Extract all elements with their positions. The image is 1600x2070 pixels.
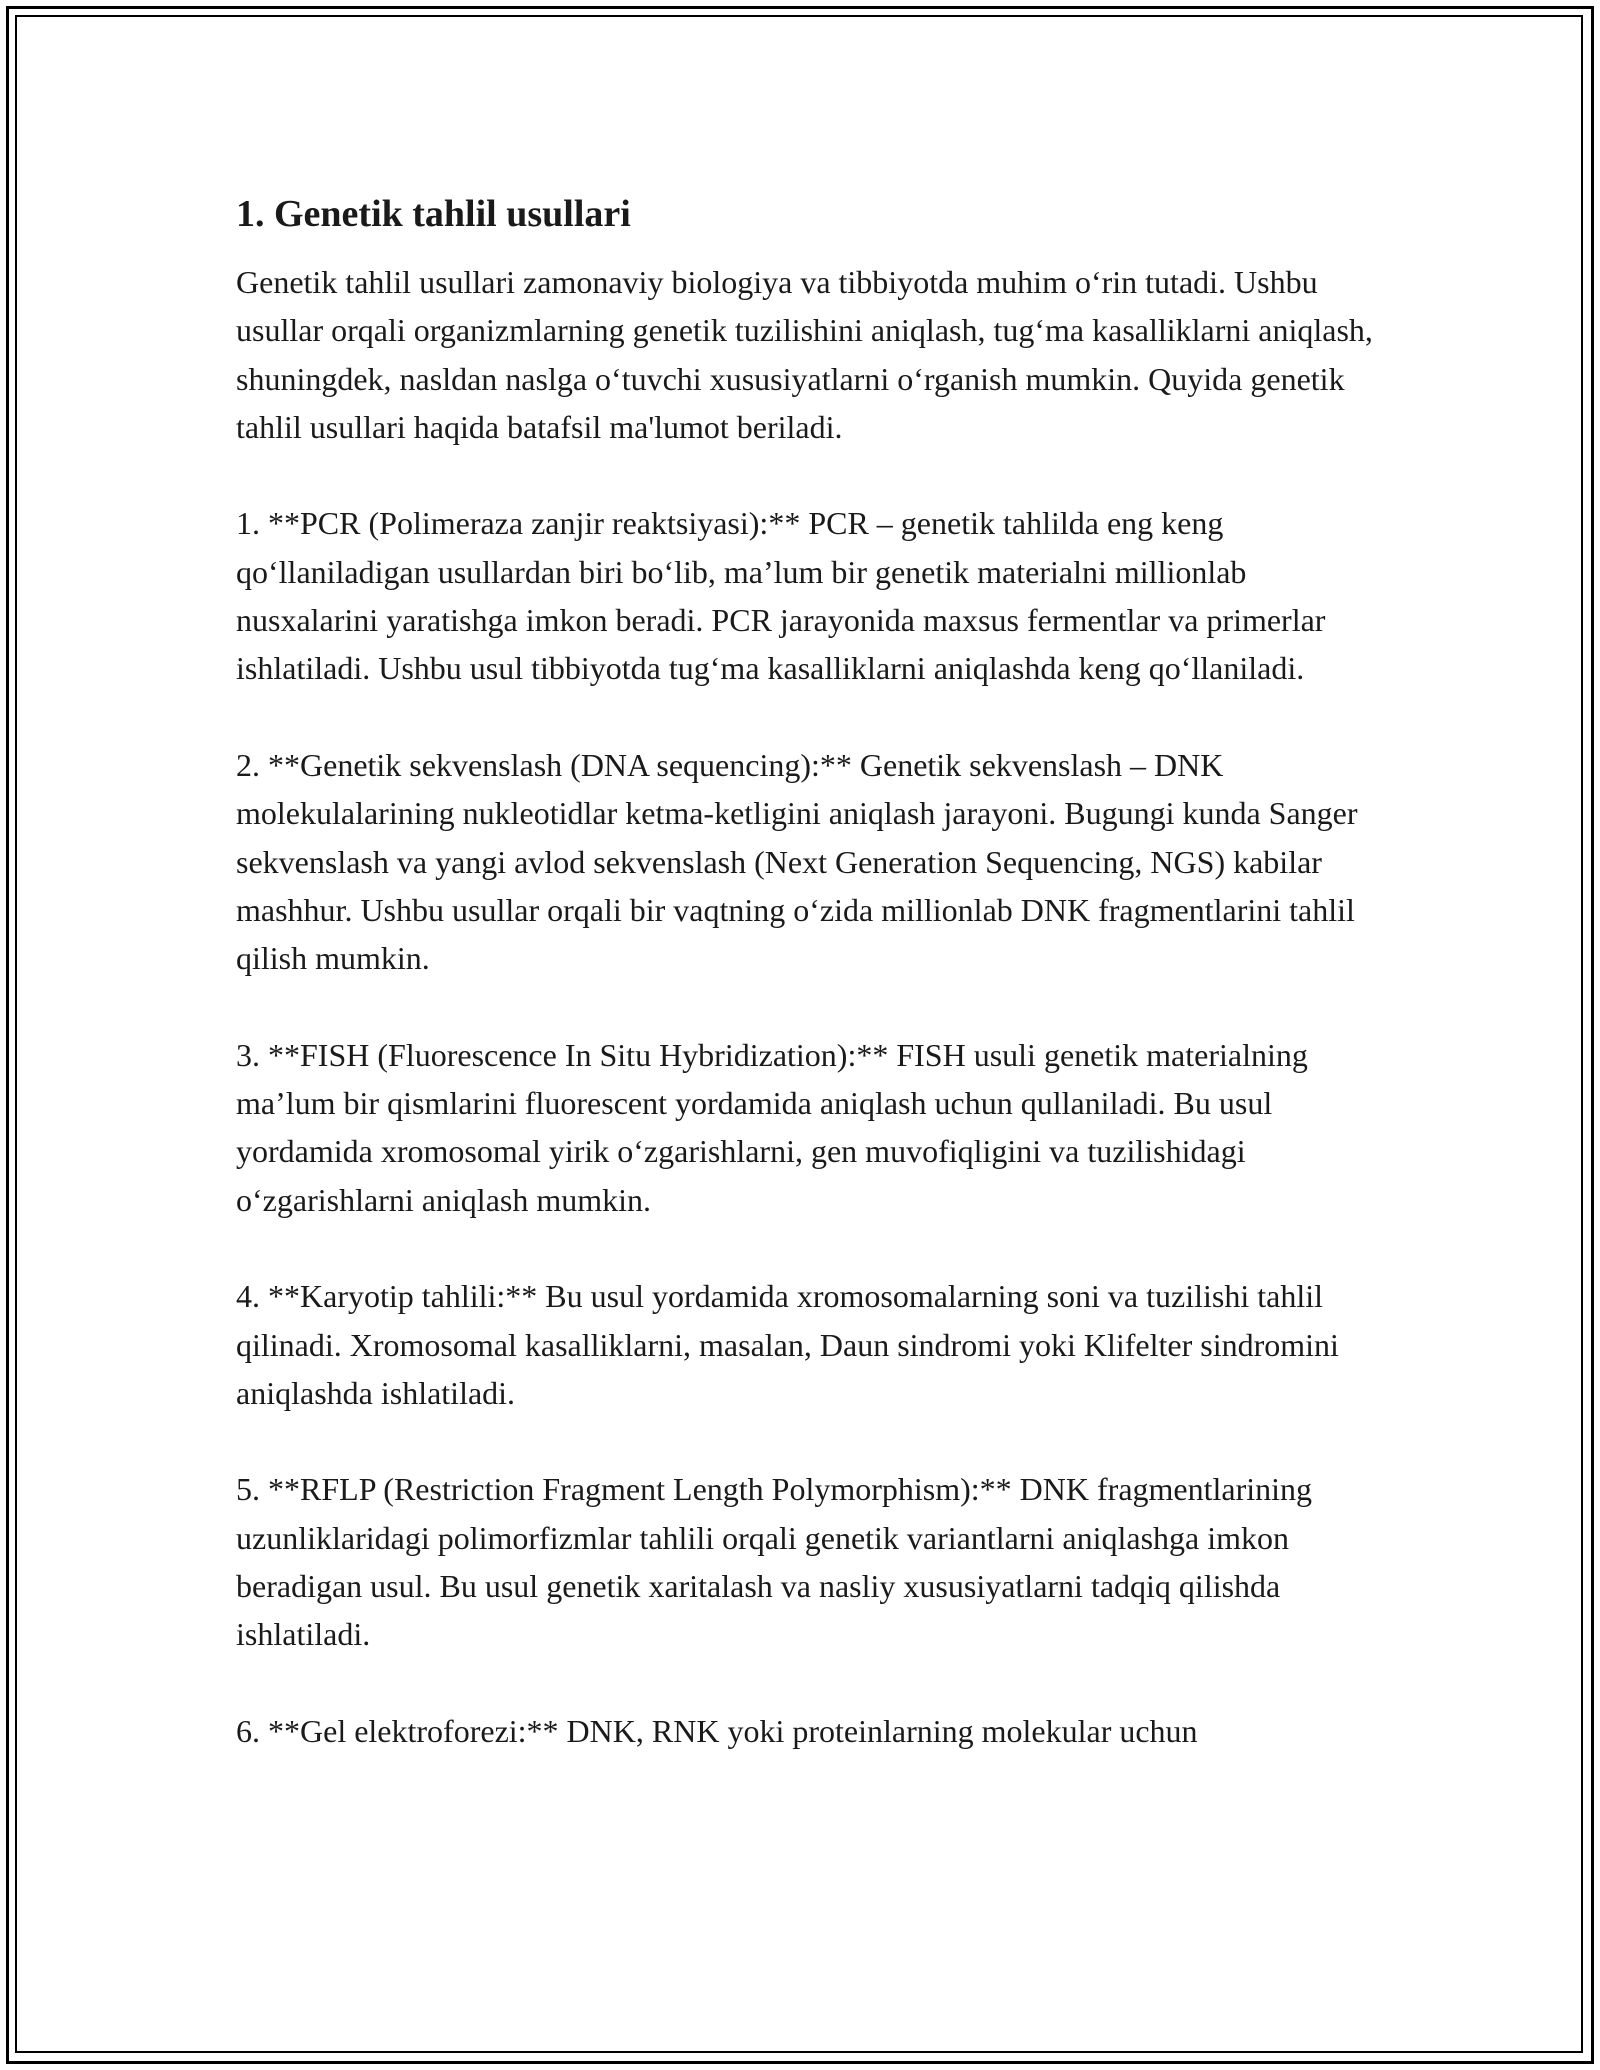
section-title: 1. Genetik tahlil usullari <box>236 193 631 235</box>
sequencing-paragraph: 2. **Genetik sekvenslash (DNA sequencing):** Genetik sekvenslash – DNK molekulalarining nukleotidlar ketma-ketligini aniqlash jarayoni. Bugungi kunda Sanger sekvenslash va yangi avlod sekvenslash (Next Generation Sequencing, NGS) kabilar mashhur. Ushbu usullar orqali bir vaqtning o‘zida millionlab DNK fragmentlarini tahlil qilish mumkin. <box>236 746 1358 977</box>
karyotype-paragraph: 4. **Karyotip tahlili:** Bu usul yordamida xromosomalarning soni va tuzilishi tahlil qilinadi. Xromosomal kasalliklarni, masalan, Daun sindromi yoki Klifelter sindromini aniqlashda ishlatiladi. <box>236 1278 1339 1411</box>
rflp-paragraph: 5. **RFLP (Restriction Fragment Length Polymorphism):** DNK fragmentlarining uzunliklaridagi polimorfizmlar tahlili orqali genetik variantlarni aniqlashga imkon beradigan usul. Bu usul genetik xaritalash va nasliy xususiyatlarni tadqiq qilishda ishlatiladi. <box>236 1471 1313 1653</box>
fish-paragraph: 3. **FISH (Fluorescence In Situ Hybridization):** FISH usuli genetik materialning ma’lum bir qismlarini fluorescent yordamida aniqlash uchun qullaniladi. Bu usul yordamida xromosomal yirik o‘zgarishlarni, gen muvofiqligini va tuzilishidagi o‘zgarishlarni aniqlash mumkin. <box>236 1036 1308 1218</box>
pcr-paragraph: 1. **PCR (Polimeraza zanjir reaktsiyasi):** PCR – genetik tahlilda eng keng qo‘llaniladigan usullardan biri bo‘lib, ma’lum bir genetik materialni millionlab nusxalarini yaratishga imkon beradi. PCR jarayonida maxsus fermentlar va primerlar ishlatiladi. Ushbu usul tibbiyotda tug‘ma kasalliklarni aniqlashda keng qo‘llaniladi. <box>236 505 1326 687</box>
document-body <box>236 188 1396 1804</box>
intro-paragraph: Genetik tahlil usullari zamonaviy biologiya va tibbiyotda muhim o‘rin tutadi. Ushbu usullar orqali organizmlarning genetik tuzilishini aniqlash, tug‘ma kasalliklarni aniqlash, shuningdek, nasldan naslga o‘tuvchi xususiyatlarni o‘rganish mumkin. Quyida genetik tahlil usullari haqida batafsil ma'lumot beriladi. <box>236 264 1373 445</box>
gel-electrophoresis-paragraph: 6. **Gel elektroforezi:** DNK, RNK yoki proteinlarning molekular uchun <box>236 1712 1198 1749</box>
